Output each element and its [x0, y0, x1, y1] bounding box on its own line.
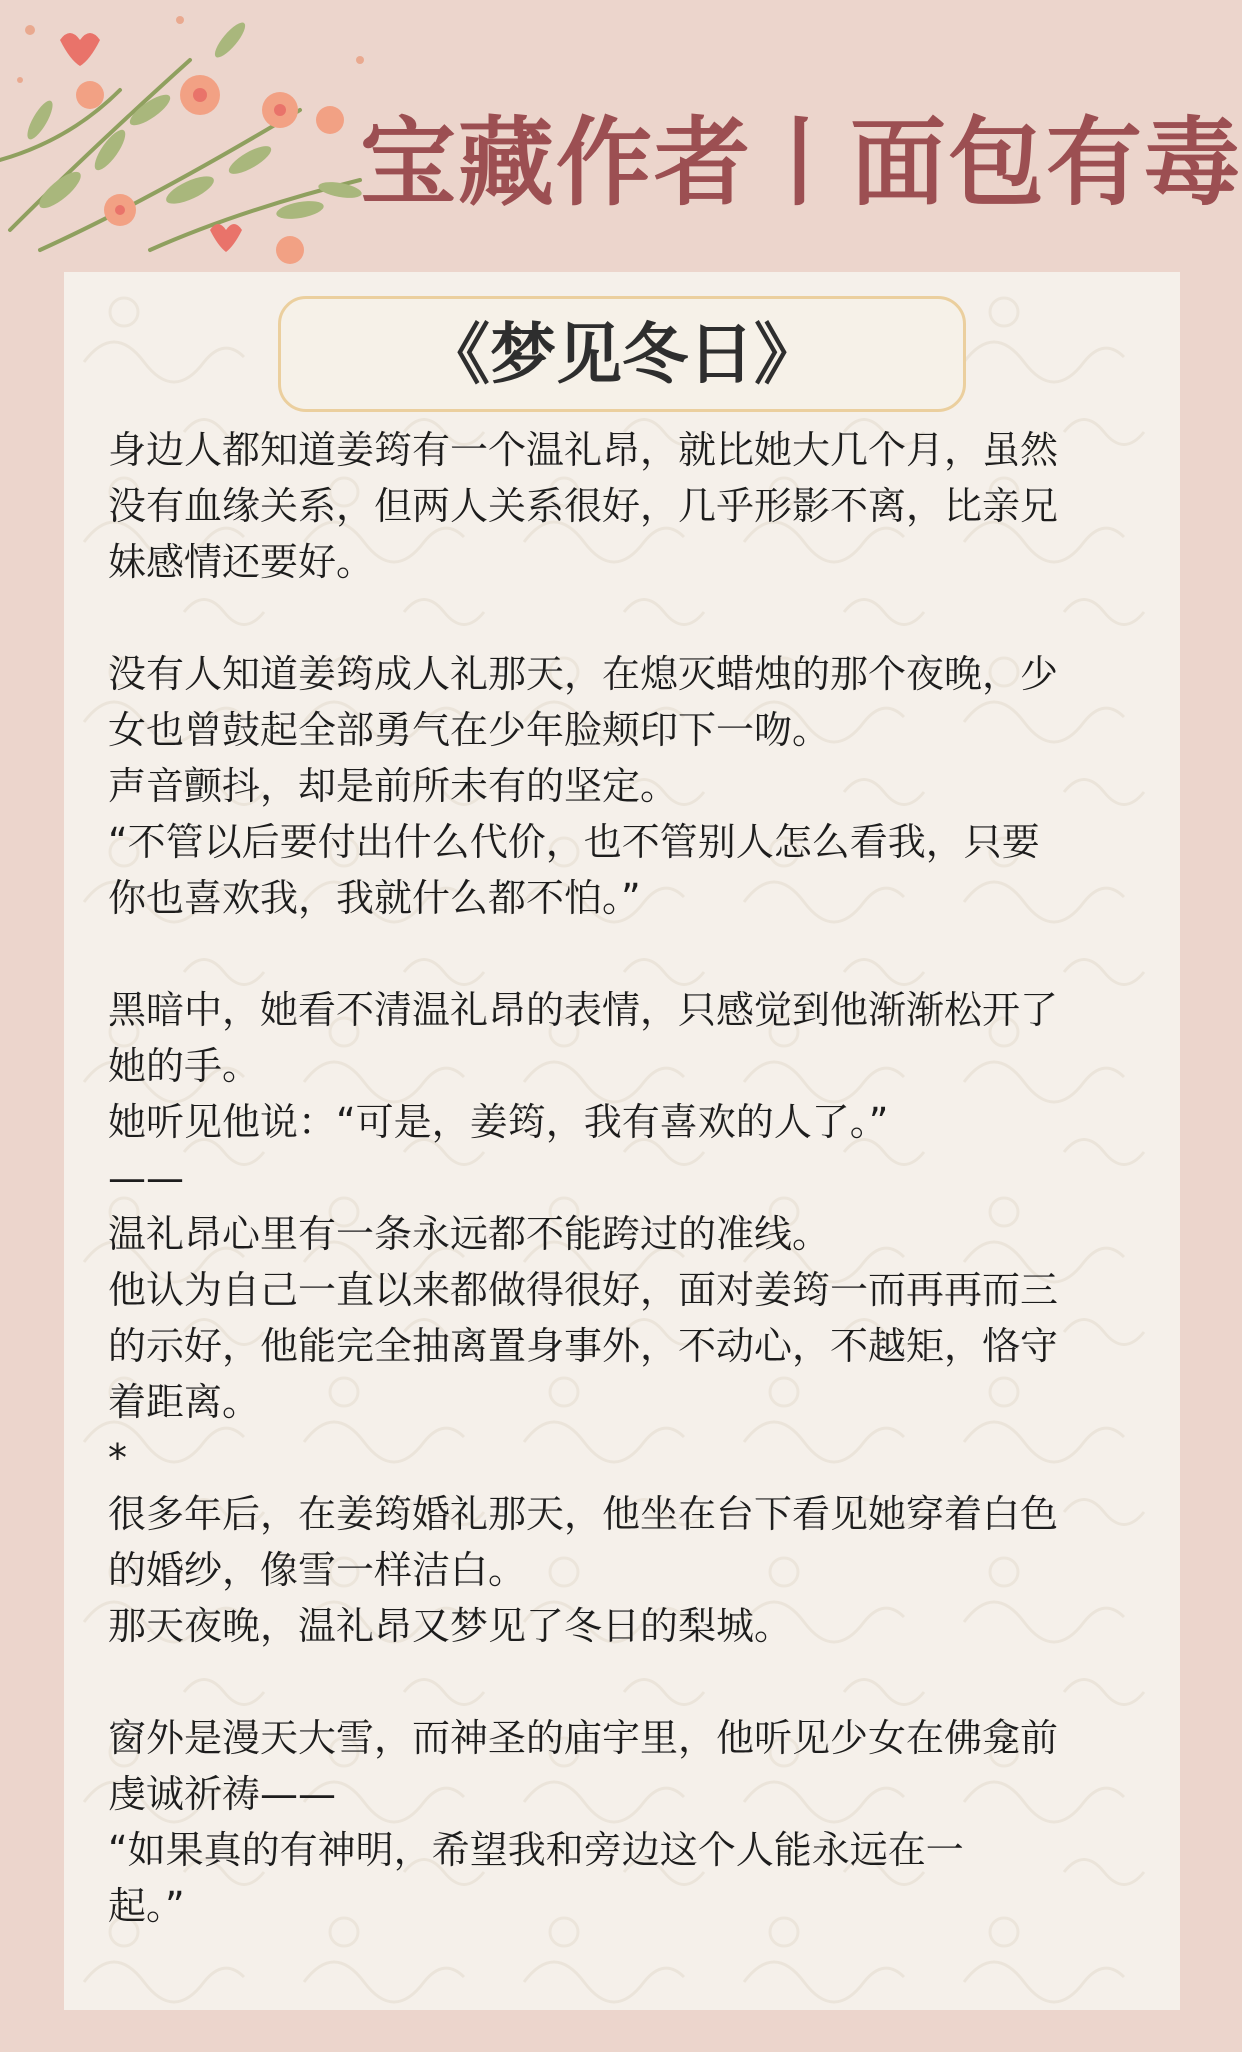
passage-line: 她听见他说：“可是，姜筠，我有喜欢的人了。” — [108, 1100, 889, 1144]
passage-line: 女也曾鼓起全部勇气在少年脸颊印下一吻。 — [108, 708, 831, 752]
passage-line: * — [108, 1436, 127, 1480]
passage-line: 身边人都知道姜筠有一个温礼昂，就比她大几个月，虽然 — [108, 428, 1059, 472]
passage-line: 妹感情还要好。 — [108, 540, 375, 584]
book-title-frame — [278, 296, 966, 412]
passage-line: 没有人知道姜筠成人礼那天，在熄灭蜡烛的那个夜晚，少 — [108, 652, 1059, 696]
passage-line: 黑暗中，她看不清温礼昂的表情，只感觉到他渐渐松开了 — [108, 988, 1059, 1032]
passage-line: 很多年后，在姜筠婚礼那天，他坐在台下看见她穿着白色 — [108, 1492, 1059, 1536]
paragraph-gap — [108, 926, 1148, 982]
passage-line: 他认为自己一直以来都做得很好，面对姜筠一而再再而三 — [108, 1268, 1059, 1312]
passage-line: 她的手。 — [108, 1044, 261, 1088]
passage-line: 声音颤抖，却是前所未有的坚定。 — [108, 764, 679, 808]
passage-line: 的婚纱，像雪一样洁白。 — [108, 1548, 527, 1592]
passage-line: 你也喜欢我，我就什么都不怕。” — [108, 876, 641, 920]
passage-line: 温礼昂心里有一条永远都不能跨过的准线。 — [108, 1212, 831, 1256]
paragraph-gap — [108, 1654, 1148, 1710]
paragraph-gap — [108, 590, 1148, 646]
header-title: 宝藏作者丨面包有毒 — [360, 106, 1242, 219]
passage-line: 起。” — [108, 1884, 185, 1928]
passage-line: 没有血缘关系，但两人关系很好，几乎形影不离，比亲兄 — [108, 484, 1059, 528]
passage-line: “不管以后要付出什么代价，也不管别人怎么看我，只要 — [108, 820, 1040, 864]
passage-line: 着距离。 — [108, 1380, 261, 1424]
passage-line: —— — [108, 1156, 184, 1200]
floral-decoration-icon — [0, 0, 420, 280]
book-title: 《梦见冬日》 — [424, 315, 820, 393]
passage-line: 那天夜晚，温礼昂又梦见了冬日的梨城。 — [108, 1604, 793, 1648]
passage-line: 窗外是漫天大雪，而神圣的庙宇里，他听见少女在佛龛前 — [108, 1716, 1059, 1760]
passage-line: 的示好，他能完全抽离置身事外，不动心，不越矩，恪守 — [108, 1324, 1059, 1368]
passage-line: “如果真的有神明，希望我和旁边这个人能永远在一 — [108, 1828, 964, 1872]
summary-card — [64, 272, 1180, 2010]
synopsis-text — [108, 422, 1148, 1934]
passage-line: 虔诚祈祷—— — [108, 1772, 337, 1816]
